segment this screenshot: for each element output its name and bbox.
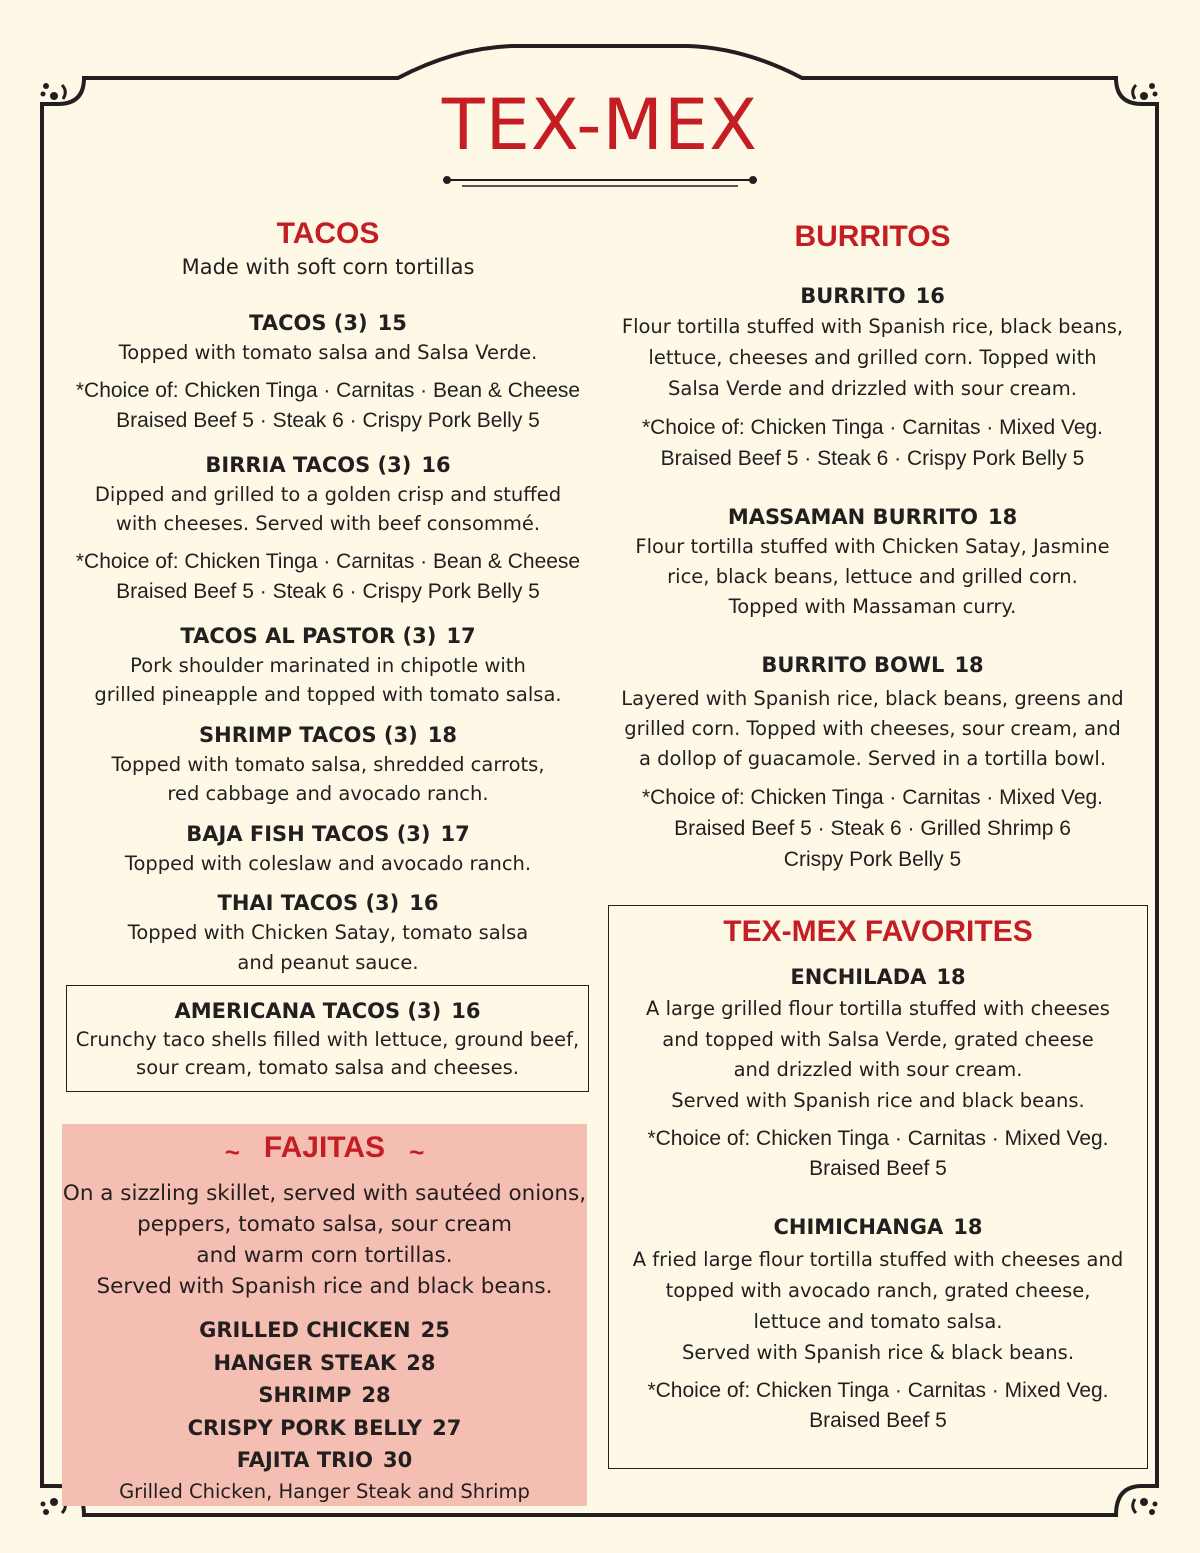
- fajitas-list: [62, 1314, 587, 1506]
- fajita-item: GRILLED CHICKEN 25: [199, 1318, 450, 1342]
- item-choice: *Choice of: Chicken Tinga · Carnitas · Mixed Veg. Braised Beef 5: [647, 1379, 1109, 1432]
- americana-tacos-box: [66, 985, 589, 1092]
- tex-mex-favorites-box: [608, 905, 1148, 1469]
- item-price: 17: [446, 623, 476, 648]
- item-choice: *Choice of: Chicken Tinga · Carnitas · Mixed Veg. Braised Beef 5: [647, 1127, 1109, 1180]
- item-name: SHRIMP TACOS (3): [199, 722, 418, 747]
- item-desc: Topped with tomato salsa and Salsa Verde.: [118, 341, 538, 364]
- item-price: 16: [409, 891, 439, 915]
- item-choice: *Choice of: Chicken Tinga · Carnitas · Bean & Cheese Braised Beef 5 · Steak 6 · Crispy Pork Belly 5: [75, 549, 581, 603]
- tacos-subtitle: Made with soft corn tortillas: [181, 255, 475, 279]
- burritos-heading: BURRITOS: [794, 220, 951, 253]
- item-choice: *Choice of: Chicken Tinga · Carnitas · Bean & Cheese Braised Beef 5 · Steak 6 · Crispy Pork Belly 5: [75, 378, 581, 432]
- item-name: AMERICANA TACOS (3): [174, 999, 442, 1023]
- fajita-item: FAJITA TRIO 30: [236, 1448, 413, 1472]
- menu-item-baja-fish-tacos: [60, 819, 596, 879]
- item-name: BAJA FISH TACOS (3): [186, 821, 431, 846]
- item-desc: Topped with tomato salsa, shredded carrots, red cabbage and avocado ranch.: [111, 752, 545, 805]
- item-name: BURRITO BOWL: [761, 653, 945, 677]
- item-desc: Pork shoulder marinated in chipotle with grilled pineapple and topped with tomato salsa.: [94, 653, 562, 706]
- item-name: TACOS (3): [249, 311, 368, 335]
- item-name: ENCHILADA: [790, 965, 927, 989]
- item-name: BIRRIA TACOS (3): [205, 452, 412, 477]
- fajitas-desc: On a sizzling skillet, served with sautéed onions, peppers, tomato salsa, sour cream and warm corn tortillas. Served with Spanish rice and black beans.: [62, 1181, 587, 1299]
- item-name: CHIMICHANGA: [773, 1215, 944, 1239]
- item-name: MASSAMAN BURRITO: [727, 505, 978, 529]
- menu-item-tacos-al-pastor: [60, 621, 596, 710]
- item-desc: A fried large flour tortilla stuffed with cheeses and topped with avocado ranch, grated cheese, lettuce and tomato salsa. Served with Spanish rice & black beans.: [632, 1248, 1124, 1364]
- menu-item-burrito-bowl: [610, 650, 1135, 875]
- title-underline-ornament: [444, 177, 757, 187]
- tilde-ornament: ~: [409, 1137, 425, 1167]
- tilde-ornament: ~: [224, 1137, 240, 1167]
- fajita-item: HANGER STEAK 28: [213, 1350, 436, 1375]
- item-price: 18: [954, 653, 984, 677]
- fajita-item: SHRIMP 28: [258, 1383, 391, 1407]
- item-price: 16: [915, 284, 945, 308]
- fajitas-heading: ~ FAJITAS ~: [224, 1131, 425, 1167]
- menu-item-birria-tacos: [60, 450, 596, 607]
- burritos-section: [610, 219, 1135, 875]
- menu-item-shrimp-tacos: [60, 720, 596, 809]
- menu-item-tacos: [60, 308, 596, 436]
- favorites-heading: TEX-MEX FAVORITES: [723, 915, 1033, 948]
- item-desc: A large grilled flour tortilla stuffed with cheeses and topped with Salsa Verde, grated cheese and drizzled with sour cream. Served with Spanish rice and black beans.: [646, 997, 1110, 1112]
- item-desc: Dipped and grilled to a golden crisp and stuffed with cheeses. Served with beef consommé.: [94, 482, 562, 535]
- fajita-trio-desc: Grilled Chicken, Hanger Steak and Shrimp: [119, 1479, 530, 1503]
- menu-item-chimichanga: [609, 1212, 1147, 1436]
- menu-item-thai-tacos: [60, 888, 596, 977]
- item-desc: Crunchy taco shells filled with lettuce, ground beef, sour cream, tomato salsa and cheeses.: [75, 1028, 580, 1079]
- menu-item-enchilada: [609, 962, 1147, 1184]
- item-price: 18: [936, 965, 966, 989]
- item-name: THAI TACOS (3): [217, 891, 400, 915]
- item-price: 18: [427, 722, 457, 747]
- menu-item-massaman-burrito: [610, 502, 1135, 622]
- menu-item-burrito: [610, 281, 1135, 474]
- tacos-heading: TACOS: [276, 217, 380, 250]
- item-desc: Topped with Chicken Satay, tomato salsa and peanut sauce.: [127, 921, 529, 974]
- item-desc: Flour tortilla stuffed with Chicken Satay, Jasmine rice, black beans, lettuce and grilled corn. Topped with Massaman curry.: [635, 535, 1110, 618]
- fajitas-section: [62, 1124, 587, 1506]
- item-choice: *Choice of: Chicken Tinga · Carnitas · Mixed Veg. Braised Beef 5 · Steak 6 · Crispy Pork Belly 5: [641, 416, 1104, 470]
- item-price: 16: [421, 452, 451, 477]
- item-desc: Topped with coleslaw and avocado ranch.: [124, 851, 532, 875]
- item-price: 18: [953, 1215, 983, 1239]
- item-price: 17: [440, 821, 470, 846]
- item-choice: *Choice of: Chicken Tinga · Carnitas · Mixed Veg. Braised Beef 5 · Steak 6 · Grilled Shrimp 6 Crispy Pork Belly 5: [641, 786, 1104, 871]
- item-desc: Layered with Spanish rice, black beans, greens and grilled corn. Topped with cheeses, sour cream, and a dollop of guacamole. Served in a tortilla bowl.: [621, 687, 1124, 770]
- item-price: 16: [451, 999, 481, 1023]
- tacos-section: [60, 216, 596, 977]
- item-name: TACOS AL PASTOR (3): [180, 623, 437, 648]
- item-desc: Flour tortilla stuffed with Spanish rice, black beans, lettuce, cheeses and grilled corn. Topped with Salsa Verde and drizzled with sour cream.: [621, 315, 1124, 400]
- fajita-item: CRISPY PORK BELLY 27: [187, 1415, 462, 1440]
- item-price: 18: [987, 505, 1018, 529]
- menu-title: TEX-MEX: [441, 84, 759, 166]
- item-name: BURRITO: [800, 284, 906, 308]
- item-price: 15: [377, 311, 407, 335]
